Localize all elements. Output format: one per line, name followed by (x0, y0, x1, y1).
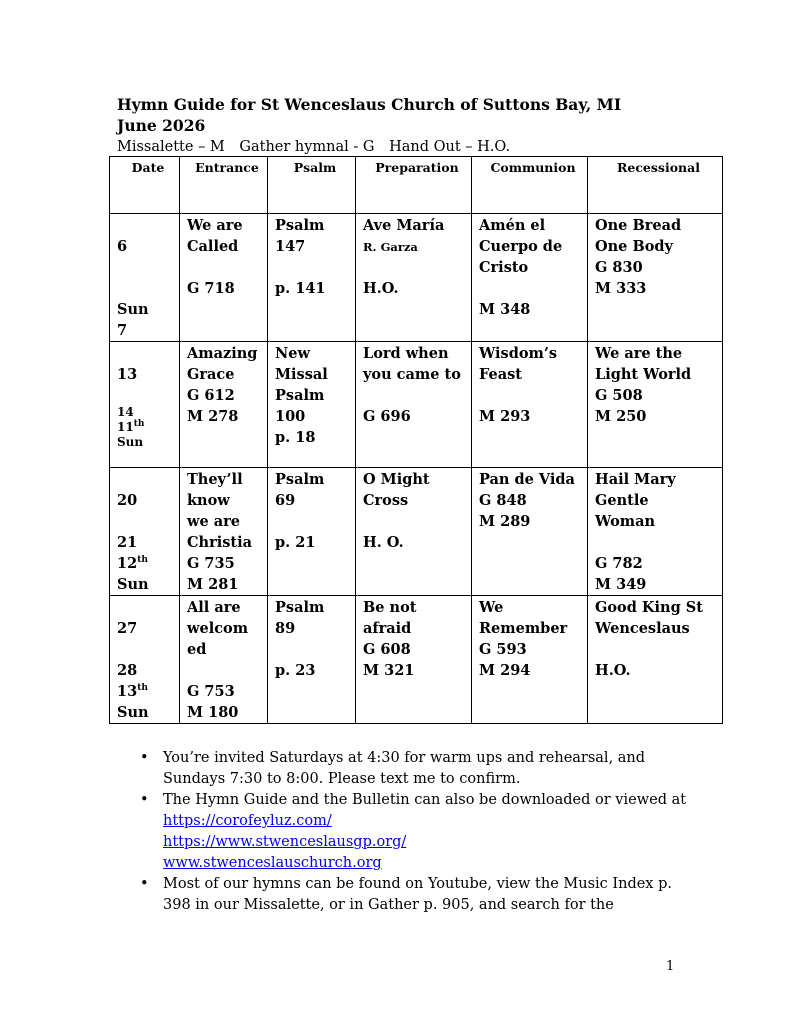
hymn-table (109, 156, 723, 724)
preparation-source: H.O. (363, 280, 399, 297)
date-first: 13 (117, 366, 138, 383)
preparation-cell (356, 214, 472, 342)
date-first: 27 (117, 620, 138, 637)
notes-list (140, 748, 700, 916)
preparation-cell: O Might Cross H. O. (356, 468, 472, 596)
recessional-cell: We are the Light World G 508 M 250 (588, 342, 723, 468)
legend-gather: Gather hymnal - G (239, 139, 375, 155)
column-header-preparation: Preparation (356, 157, 472, 214)
entrance-cell: Amazing Grace G 612 M 278 (180, 342, 268, 468)
abbreviation-legend (117, 137, 520, 157)
table-row (110, 214, 723, 342)
link-stwenceslauschurch[interactable]: www.stwenceslauschurch.org (163, 855, 382, 871)
date-second: 14 11th Sun (117, 405, 145, 449)
legend-handout: Hand Out – H.O. (389, 139, 511, 155)
psalm-cell: Psalm 89 p. 23 (268, 596, 356, 724)
communion-cell: Amén el Cuerpo de Cristo M 348 (472, 214, 588, 342)
table-row (110, 468, 723, 596)
column-header-entrance: Entrance (180, 157, 268, 214)
list-item: • The Hymn Guide and the Bulletin can also be downloaded or viewed at https://corofeyluz.com/ https://www.stwenceslausgp.org/ www.stwenceslauschurch.org (140, 792, 687, 871)
table-row (110, 596, 723, 724)
recessional-cell: Good King St Wenceslaus H.O. (588, 596, 723, 724)
entrance-cell: All are welcom ed G 753 M 180 (180, 596, 268, 724)
youtube-note: Most of our hymns can be found on Youtube, view the Music Index p. 398 in our Missalette, or in Gather p. 905, and search for the (163, 876, 672, 913)
entrance-cell: We are Called G 718 (180, 214, 268, 342)
recessional-cell: One Bread One Body G 830 M 333 (588, 214, 723, 342)
psalm-cell: Psalm 147 p. 141 (268, 214, 356, 342)
date-first: 6 (117, 238, 128, 255)
recessional-cell: Hail Mary Gentle Woman G 782 M 349 (588, 468, 723, 596)
document-month: June 2026 (117, 116, 206, 135)
communion-cell: Wisdom’s Feast M 293 (472, 342, 588, 468)
entrance-cell: They’ll know we are Christia G 735 M 281 (180, 468, 268, 596)
date-second: Sun 7 (117, 301, 149, 339)
communion-cell: Pan de Vida G 848 M 289 (472, 468, 588, 596)
psalm-cell: Psalm 69 p. 21 (268, 468, 356, 596)
column-header-psalm: Psalm (268, 157, 356, 214)
preparation-composer: R. Garza (363, 240, 418, 254)
date-first: 20 (117, 492, 138, 509)
communion-cell: We Remember G 593 M 294 (472, 596, 588, 724)
date-cell (110, 468, 180, 596)
link-corofeyluz[interactable]: https://corofeyluz.com/ (163, 813, 332, 829)
date-second: 21 12th Sun (117, 534, 149, 593)
date-second: 28 13th Sun (117, 662, 149, 721)
preparation-cell: Lord when you came to G 696 (356, 342, 472, 468)
column-header-communion: Communion (472, 157, 588, 214)
document-title: Hymn Guide for St Wenceslaus Church of Suttons Bay, MI (117, 95, 622, 114)
column-header-recessional: Recessional (588, 157, 723, 214)
preparation-cell: Be not afraid G 608 M 321 (356, 596, 472, 724)
table-row (110, 342, 723, 468)
link-stwenceslausgp[interactable]: https://www.stwenceslausgp.org/ (163, 834, 407, 850)
psalm-cell: New Missal Psalm 100 p. 18 (268, 342, 356, 468)
column-header-date: Date (110, 157, 180, 214)
preparation-title: Ave María (363, 217, 445, 234)
rehearsal-note: You’re invited Saturdays at 4:30 for warm ups and rehearsal, and Sundays 7:30 to 8:00. Please text me to confirm. (163, 750, 646, 787)
page-number: 1 (666, 959, 675, 974)
date-cell (110, 214, 180, 342)
download-note: The Hymn Guide and the Bulletin can also be downloaded or viewed at (163, 792, 687, 808)
list-item: • You’re invited Saturdays at 4:30 for warm ups and rehearsal, and Sundays 7:30 to 8:00. Please text me to confirm. (140, 750, 646, 787)
date-cell (110, 596, 180, 724)
legend-missalette: Missalette – M (117, 139, 225, 155)
date-cell (110, 342, 180, 468)
list-item: • Most of our hymns can be found on Youtube, view the Music Index p. 398 in our Missalette, or in Gather p. 905, and search for the (140, 876, 672, 913)
table-header-row (110, 157, 723, 214)
